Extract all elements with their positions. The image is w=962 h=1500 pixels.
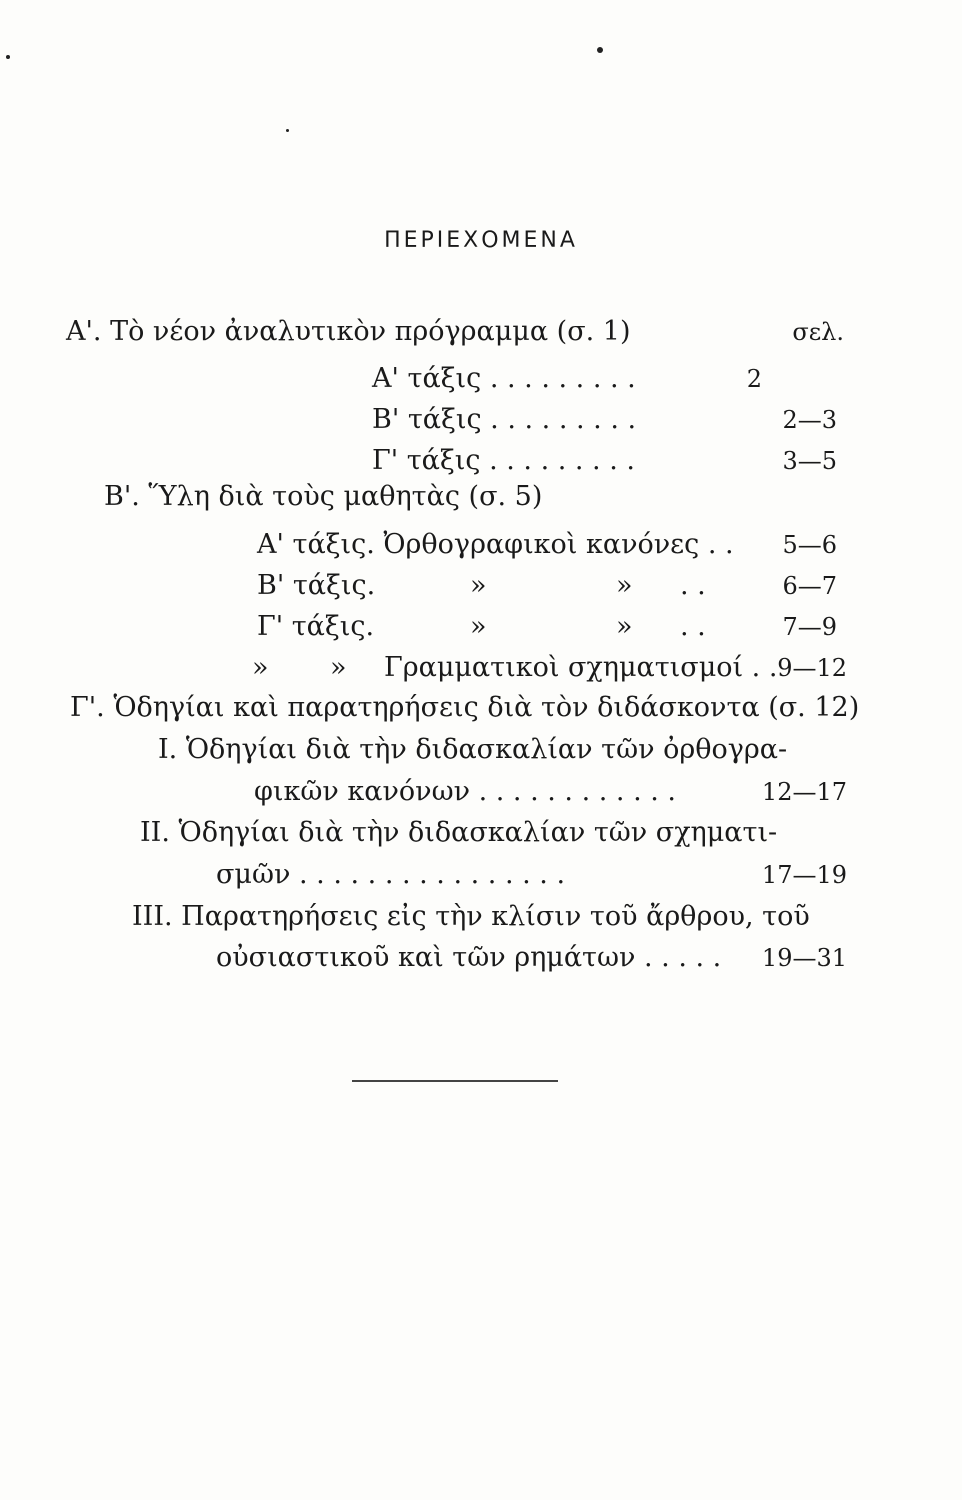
toc-section-a: Α'. Τὸ νέον ἀναλυτικὸν πρόγραμμα (σ. 1) xyxy=(66,316,631,347)
scan-speck xyxy=(286,129,289,132)
toc-page-number: 5—6 xyxy=(782,531,837,559)
toc-page-number: 19—31 xyxy=(761,944,847,972)
toc-section-b: Β'. Ὕλη διὰ τοὺς μαθητὰς (σ. 5) xyxy=(104,481,543,512)
ditto-mark: » xyxy=(616,611,633,642)
scan-speck xyxy=(597,47,603,53)
toc-page-number: 2 xyxy=(746,365,762,393)
page-column-label: σελ. xyxy=(792,318,844,346)
toc-page-number: 12—17 xyxy=(761,778,847,806)
toc-page-number: 17—19 xyxy=(761,861,847,889)
toc-entry: Α' τάξις . . . . . . . . . xyxy=(372,363,636,394)
toc-entry: II. Ὁδηγίαι διὰ τὴν διδασκαλίαν τῶν σχηματι- xyxy=(140,817,778,848)
toc-entry: φικῶν κανόνων . . . . . . . . . . . . xyxy=(254,776,676,807)
toc-section-c: Γ'. Ὁδηγίαι καὶ παρατηρήσεις διὰ τὸν διδάσκοντα (σ. 12) xyxy=(70,692,860,723)
toc-entry: Γραμματικοὶ σχηματισμοί . . xyxy=(384,652,778,683)
toc-entry: Α' τάξις. Ὀρθογραφικοὶ κανόνες . . xyxy=(257,529,734,560)
toc-entry: I. Ὁδηγίαι διὰ τὴν διδασκαλίαν τῶν ὀρθογρα- xyxy=(158,734,788,765)
toc-entry: Β' τάξις . . . . . . . . . xyxy=(372,404,637,435)
toc-entry: οὐσιαστικοῦ καὶ τῶν ρημάτων . . . . . xyxy=(216,942,722,973)
toc-entry: Γ' τάξις . . . . . . . . . xyxy=(372,445,635,476)
toc-entry: σμῶν . . . . . . . . . . . . . . . . xyxy=(216,859,566,890)
ditto-mark: » xyxy=(616,570,633,601)
toc-page-number: 6—7 xyxy=(782,572,837,600)
ditto-mark: » xyxy=(330,652,347,683)
toc-entry: Β' τάξις. xyxy=(257,570,376,601)
ditto-mark: » xyxy=(252,652,269,683)
toc-entry: Γ' τάξις. xyxy=(257,611,375,642)
ditto-mark: » xyxy=(470,570,487,601)
page-title: ΠΕΡΙΕΧΟΜΕΝΑ xyxy=(384,228,578,253)
toc-page-number: 9—12 xyxy=(777,654,847,682)
toc-page-number: 7—9 xyxy=(782,613,837,641)
toc-leader: . . xyxy=(680,570,706,601)
ditto-mark: » xyxy=(470,611,487,642)
toc-page-number: 3—5 xyxy=(782,447,837,475)
toc-page-number: 2—3 xyxy=(782,406,837,434)
toc-entry: III. Παρατηρήσεις εἰς τὴν κλίσιν τοῦ ἄρθρου, τοῦ xyxy=(132,901,810,932)
scan-speck xyxy=(6,55,10,59)
end-rule xyxy=(352,1080,558,1082)
toc-leader: . . xyxy=(680,611,706,642)
